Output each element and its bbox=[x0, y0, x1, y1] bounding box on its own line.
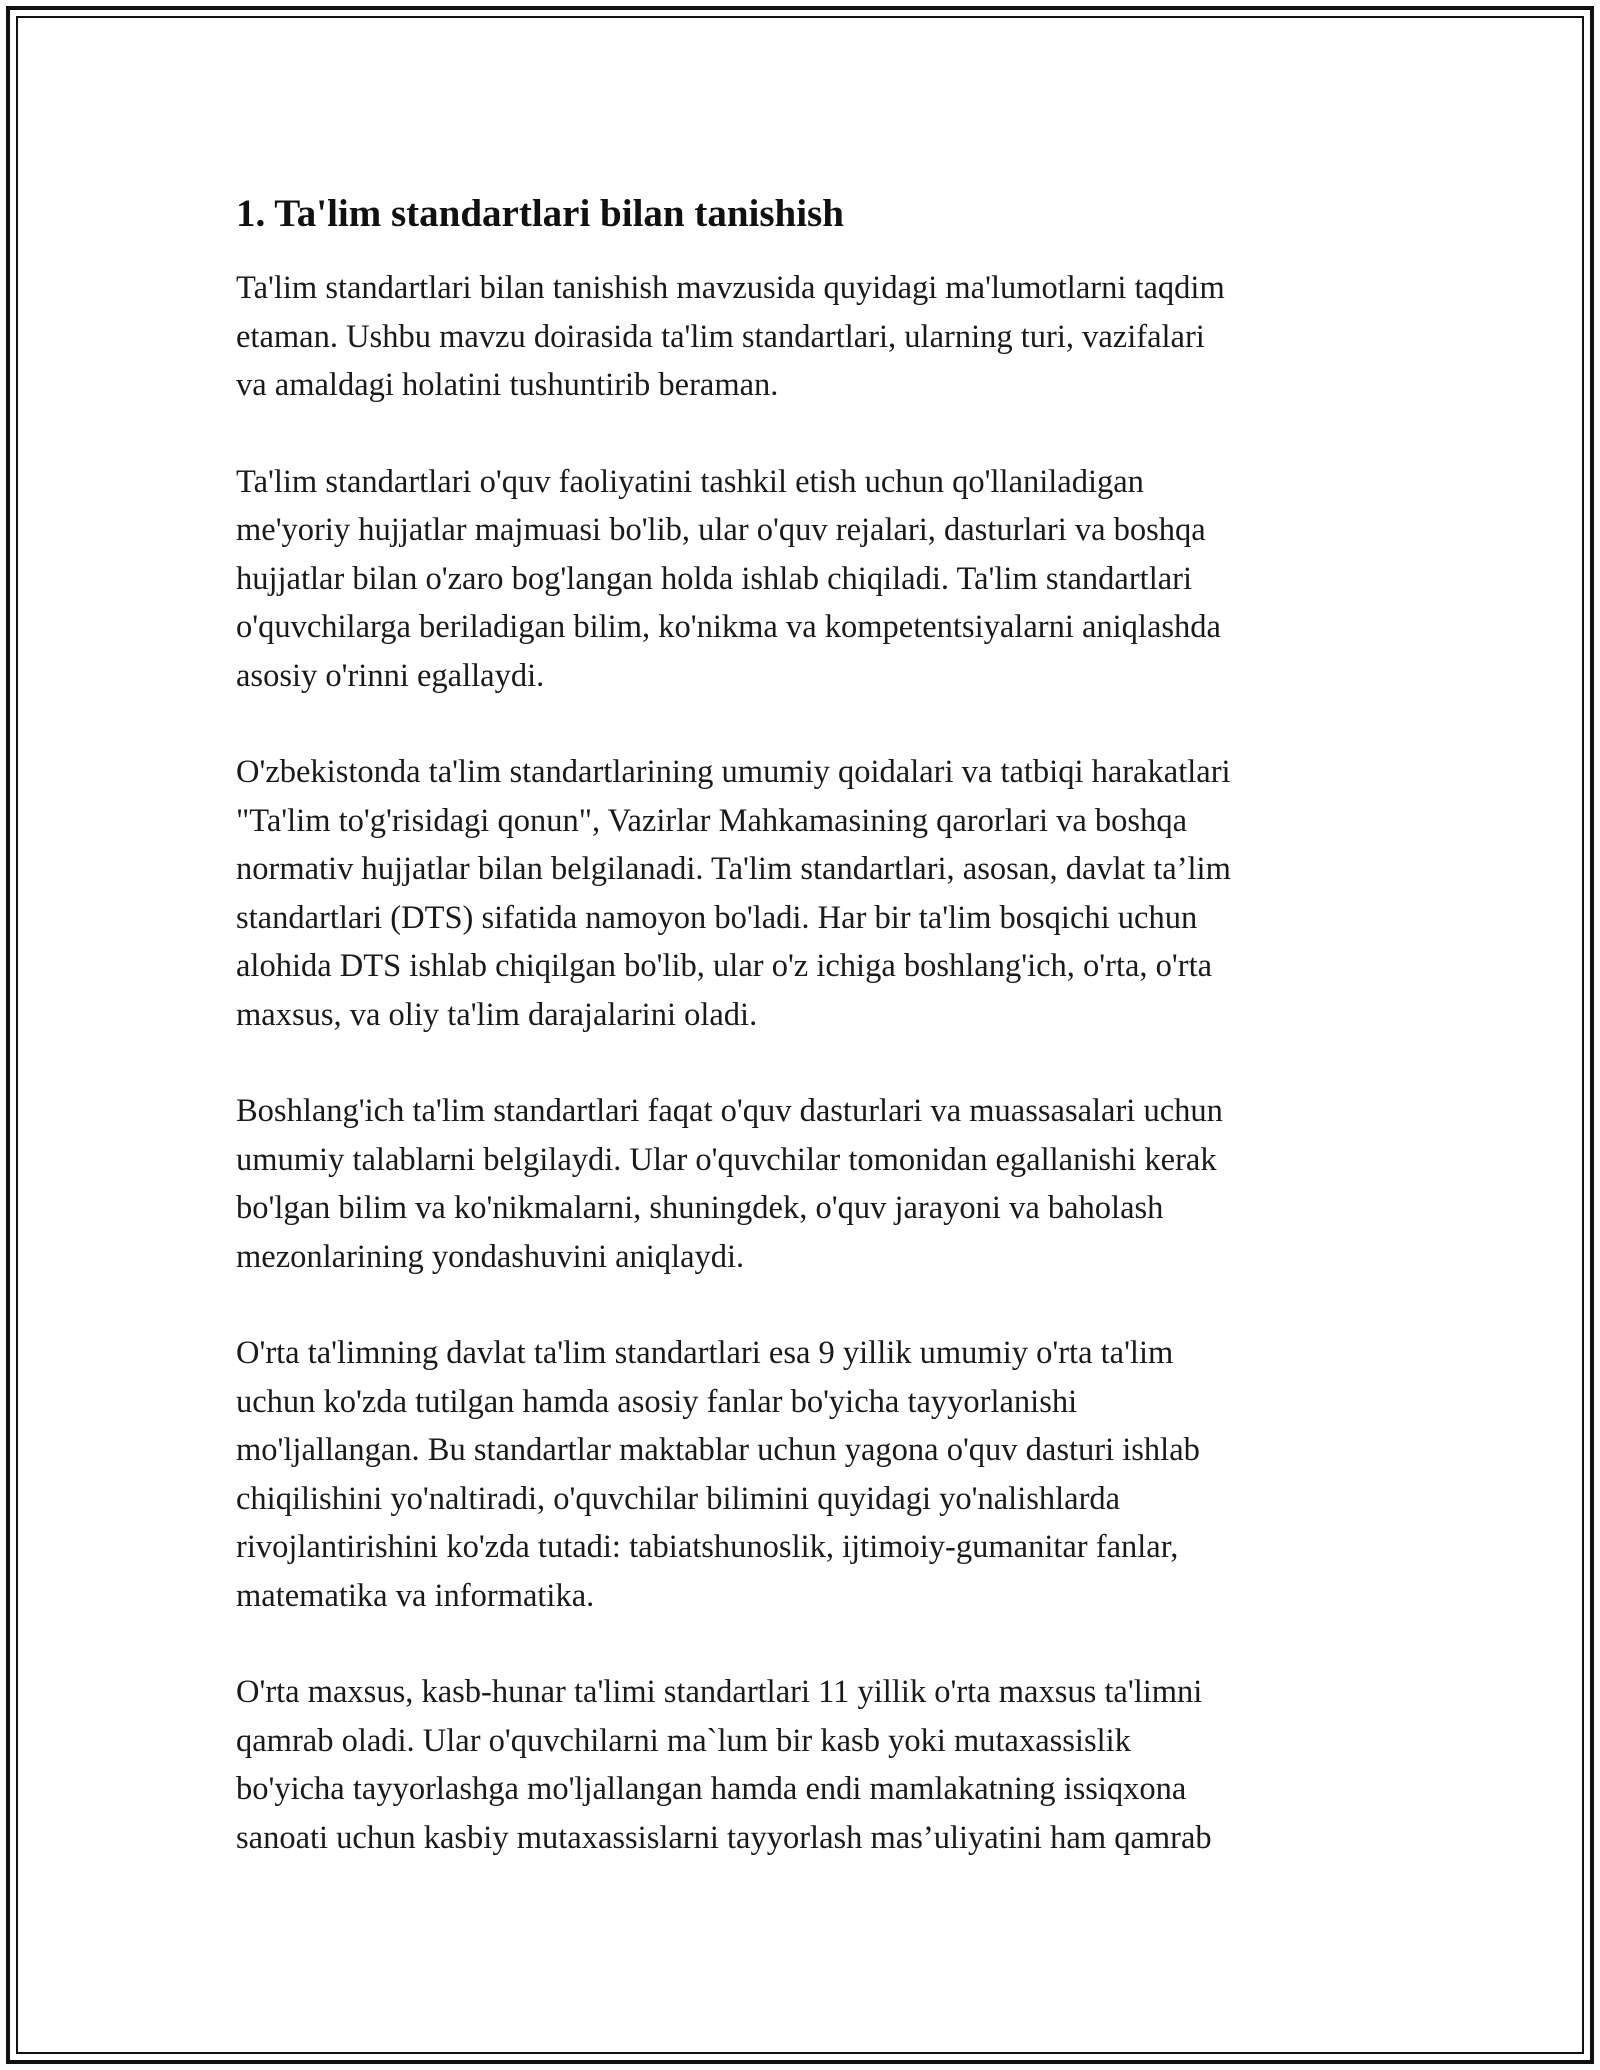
text-line: sanoati uchun kasbiy mutaxassislarni tayyorlash mas’uliyatini ham qamrab bbox=[236, 1819, 1212, 1856]
text-line: me'yoriy hujjatlar majmuasi bo'lib, ular o'quv rejalari, dasturlari va boshqa bbox=[236, 512, 1206, 548]
text-line: alohida DTS ishlab chiqilgan bo'lib, ular o'z ichiga boshlang'ich, o'rta, o'rta bbox=[236, 948, 1213, 984]
text-line: O'zbekistonda ta'lim standartlarining umumiy qoidalari va tatbiqi harakatlari bbox=[236, 754, 1231, 790]
text-line: Ta'lim standartlari o'quv faoliyatini tashkil etish uchun qo'llaniladigan bbox=[236, 463, 1144, 500]
text-line: bo'lgan bilim va ko'nikmalarni, shuningdek, o'quv jarayoni va baholash bbox=[236, 1190, 1164, 1226]
text-line: hujjatlar bilan o'zaro bog'langan holda ishlab chiqiladi. Ta'lim standartlari bbox=[236, 560, 1193, 597]
paragraph bbox=[236, 1329, 1386, 1620]
text-line: mezonlarining yondashuvini aniqlaydi. bbox=[236, 1238, 745, 1275]
document-body bbox=[236, 186, 1386, 1910]
text-line: maxsus, va oliy ta'lim darajalarini oladi. bbox=[236, 996, 758, 1033]
text-line: bo'yicha tayyorlashga mo'ljallangan hamda endi mamlakatning issiqxona bbox=[236, 1771, 1187, 1807]
text-line: va amaldagi holatini tushuntirib beraman. bbox=[236, 367, 779, 403]
text-line: umumiy talablarni belgilaydi. Ular o'quvchilar tomonidan egallanishi kerak bbox=[236, 1141, 1217, 1178]
text-line: chiqilishini yo'naltiradi, o'quvchilar bilimini quyidagi yo'nalishlarda bbox=[236, 1480, 1121, 1517]
text-line: o'quvchilarga beriladigan bilim, ko'nikma va kompetentsiyalarni aniqlashda bbox=[236, 609, 1221, 645]
text-line: mo'ljallangan. Bu standartlar maktablar uchun yagona o'quv dasturi ishlab bbox=[236, 1432, 1200, 1468]
text-line: "Ta'lim to'g'risidagi qonun", Vazirlar Mahkamasining qarorlari va boshqa bbox=[236, 802, 1188, 839]
text-line: qamrab oladi. Ular o'quvchilarni ma`lum bir kasb yoki mutaxassislik bbox=[236, 1722, 1131, 1759]
text-line: O'rta ta'limning davlat ta'lim standartlari esa 9 yillik umumiy o'rta ta'lim bbox=[236, 1335, 1174, 1371]
text-line: uchun ko'zda tutilgan hamda asosiy fanlar bo'yicha tayyorlanishi bbox=[236, 1383, 1078, 1420]
text-line: etaman. Ushbu mavzu doirasida ta'lim standartlari, ularning turi, vazifalari bbox=[236, 318, 1205, 355]
text-line: O'rta maxsus, kasb-hunar ta'limi standartlari 11 yillik o'rta maxsus ta'limni bbox=[236, 1674, 1203, 1710]
paragraph bbox=[236, 748, 1386, 1039]
text-line: Ta'lim standartlari bilan tanishish mavzusida quyidagi ma'lumotlarni taqdim bbox=[236, 270, 1225, 306]
text-line: Boshlang'ich ta'lim standartlari faqat o'quv dasturlari va muassasalari uchun bbox=[236, 1093, 1223, 1129]
text-line: asosiy o'rinni egallaydi. bbox=[236, 657, 545, 694]
section-heading: 1. Ta'lim standartlari bilan tanishish bbox=[236, 192, 844, 235]
text-line: standartlari (DTS) sifatida namoyon bo'ladi. Har bir ta'lim bosqichi uchun bbox=[236, 899, 1198, 936]
text-line: rivojlantirishini ko'zda tutadi: tabiatshunoslik, ijtimoiy-gumanitar fanlar, bbox=[236, 1529, 1179, 1565]
paragraph bbox=[236, 1087, 1386, 1281]
text-line: normativ hujjatlar bilan belgilanadi. Ta'lim standartlari, asosan, davlat ta’lim bbox=[236, 851, 1231, 887]
paragraph bbox=[236, 1668, 1386, 1862]
text-line: matematika va informatika. bbox=[236, 1577, 595, 1614]
paragraph bbox=[236, 264, 1386, 410]
paragraph bbox=[236, 458, 1386, 701]
